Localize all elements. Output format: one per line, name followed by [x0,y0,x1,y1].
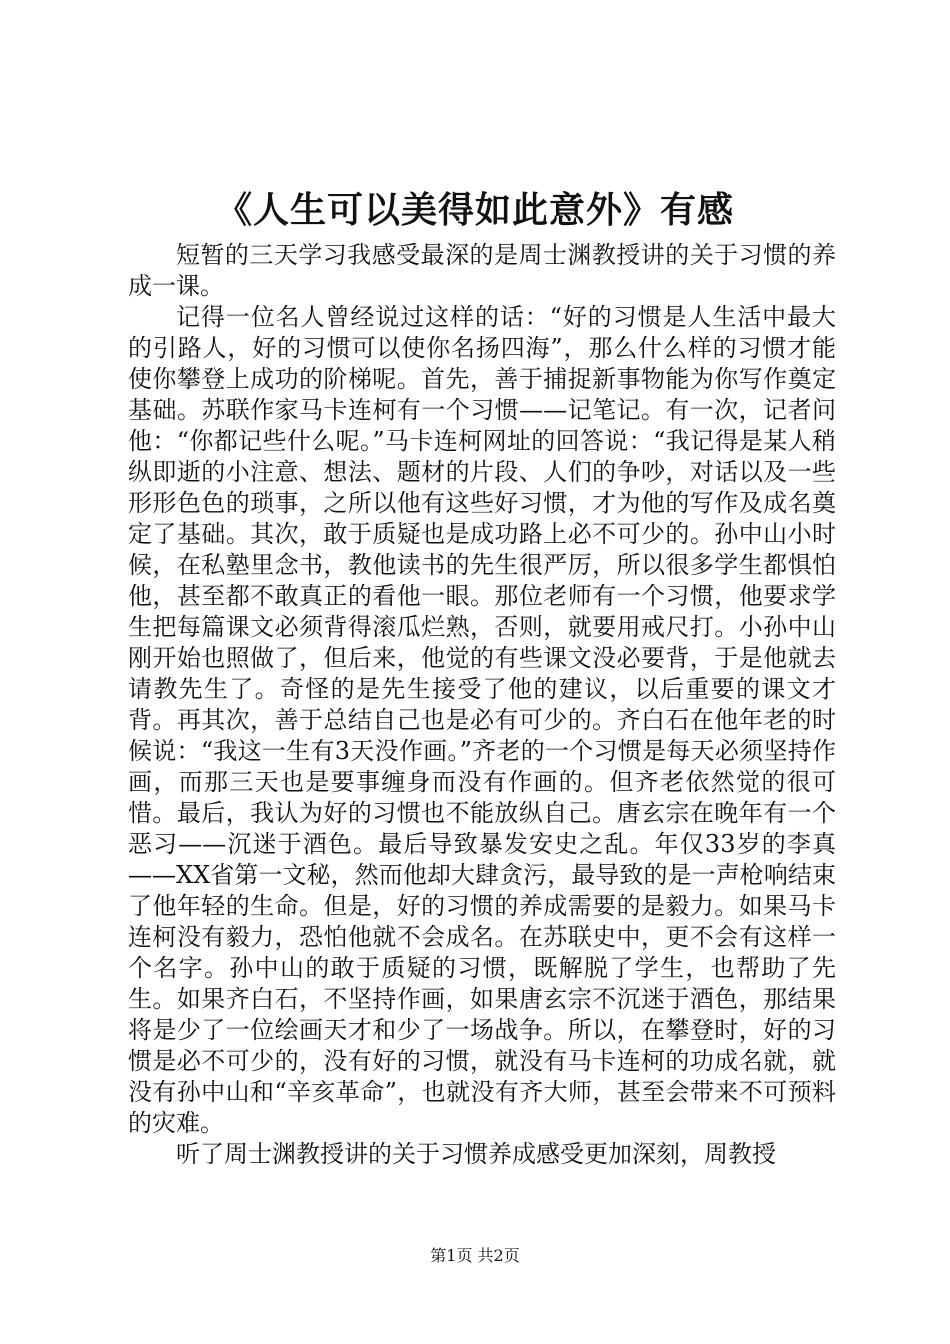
page-number-footer: 第1页 共2页 [430,1246,520,1265]
page-title: 《人生可以美得如此意外》有感 [215,189,734,231]
paragraph: 记得一位名人曾经说过这样的话：“好的习惯是人生活中最大的引路人，好的习惯可以使你名扬四海”，那么什么样的习惯才能使你攀登上成功的阶梯呢。首先，善于捕捉新事物能为你写作奠定基础。苏联作家马卡连柯有一个习惯——记笔记。有一次，记者问他：“你都记些什么呢。”马卡连柯网址的回答说：“我记得是某人稍纵即逝的小注意、想法、题材的片段、人们的争吵，对话以及一些形形色色的琐事，之所以他有这些好习惯，才为他的写作及成名奠定了基础。其次，敢于质疑也是成功路上必不可少的。孙中山小时候，在私塾里念书，教他读书的先生很严厉，所以很多学生都惧怕他，甚至都不敢真正的看他一眼。那位老师有一个习惯，他要求学生把每篇课文必须背得滚瓜烂熟，否则，就要用戒尺打。小孙中山刚开始也照做了，但后来，他觉的有些课文没必要背，于是他就去请教先生了。奇怪的是先生接受了他的建议，以后重要的课文才背。再其次，善于总结自己也是必有可少的。齐白石在他年老的时候说：“我这一生有3天没作画。”齐老的一个习惯是每天必须坚持作画，而那三天也是要事缠身而没有作画的。但齐老依然觉的很可惜。最后，我认为好的习惯也不能放纵自己。唐玄宗在晚年有一个恶习——沉迷于酒色。最后导致暴发安史之乱。年仅33岁的李真——XX省第一文秘，然而他却大肆贪污，最导致的是一声枪响结束了他年轻的生命。但是，好的习惯的养成需要的是毅力。如果马卡连柯没有毅力，恐怕他就不会成名。在苏联史中，更不会有这样一个名字。孙中山的敢于质疑的习惯，既解脱了学生，也帮助了先生。如果齐白石，不坚持作画，如果唐玄宗不沉迷于酒色，那结果将是少了一位绘画天才和少了一场战争。所以，在攀登时，好的习惯是必不可少的，没有好的习惯，就没有马卡连柯的功成名就，就没有孙中山和“辛亥革命”，也就没有齐大师，甚至会带来不可预料的灾难。 [128,303,836,1137]
document-body [128,240,836,1170]
paragraph: 短暂的三天学习我感受最深的是周士渊教授讲的关于习惯的养成一课。 [128,241,836,300]
paragraph: 听了周士渊教授讲的关于习惯养成感受更加深刻，周教授 [176,1140,776,1168]
